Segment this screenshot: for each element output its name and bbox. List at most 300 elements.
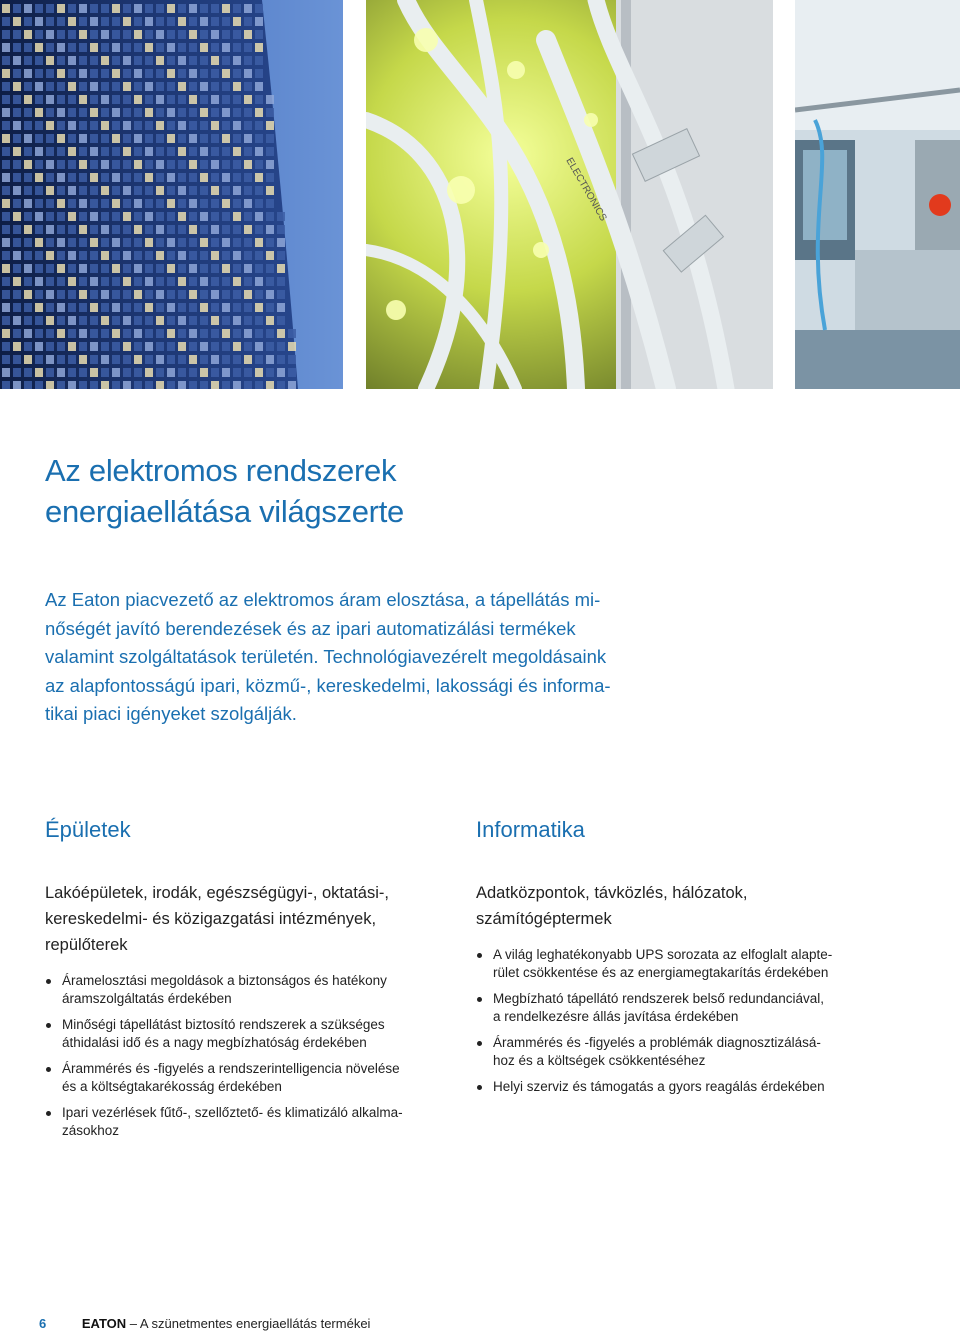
window-pane bbox=[24, 30, 32, 39]
window-pane bbox=[68, 381, 76, 389]
window-pane bbox=[255, 290, 263, 299]
window-pane bbox=[101, 290, 109, 299]
window-pane bbox=[134, 95, 142, 104]
window-pane bbox=[90, 199, 98, 208]
window-pane bbox=[178, 147, 186, 156]
window-pane bbox=[244, 69, 252, 78]
window-pane bbox=[145, 251, 153, 260]
window-pane bbox=[112, 134, 120, 143]
window-pane bbox=[178, 186, 186, 195]
window-pane bbox=[112, 355, 120, 364]
window-pane bbox=[101, 225, 109, 234]
window-pane bbox=[13, 251, 21, 260]
window-pane bbox=[112, 251, 120, 260]
window-pane bbox=[24, 95, 32, 104]
window-pane bbox=[57, 342, 65, 351]
window-pane bbox=[90, 69, 98, 78]
window-pane bbox=[24, 173, 32, 182]
window-pane bbox=[101, 56, 109, 65]
window-pane bbox=[46, 355, 54, 364]
it-heading: Informatika bbox=[476, 817, 585, 842]
window-pane bbox=[90, 316, 98, 325]
window-pane bbox=[24, 342, 32, 351]
window-pane bbox=[233, 108, 241, 117]
window-pane bbox=[178, 134, 186, 143]
window-pane bbox=[255, 17, 263, 26]
window-pane bbox=[200, 108, 208, 117]
window-pane bbox=[156, 134, 164, 143]
window-pane bbox=[112, 381, 120, 389]
intro-paragraph bbox=[45, 586, 685, 729]
window-pane bbox=[167, 342, 175, 351]
item-line: rület csökkentése és az energiamegtakarítás érdekében bbox=[493, 965, 829, 980]
window-pane bbox=[277, 264, 285, 273]
window-pane bbox=[222, 95, 230, 104]
window-pane bbox=[200, 264, 208, 273]
window-pane bbox=[211, 30, 219, 39]
window-pane bbox=[178, 290, 186, 299]
window-pane bbox=[189, 264, 197, 273]
it-section bbox=[476, 812, 896, 1104]
window-pane bbox=[134, 355, 142, 364]
window-pane bbox=[90, 43, 98, 52]
window-pane bbox=[2, 82, 10, 91]
window-pane bbox=[13, 69, 21, 78]
window-pane bbox=[222, 238, 230, 247]
window-pane bbox=[167, 212, 175, 221]
window-pane bbox=[178, 199, 186, 208]
buildings-list bbox=[45, 972, 455, 1140]
window-pane bbox=[156, 147, 164, 156]
window-pane bbox=[24, 381, 32, 389]
window-pane bbox=[244, 303, 252, 312]
window-pane bbox=[90, 264, 98, 273]
window-pane bbox=[123, 69, 131, 78]
window-pane bbox=[244, 56, 252, 65]
window-pane bbox=[189, 303, 197, 312]
window-pane bbox=[200, 121, 208, 130]
window-pane bbox=[156, 4, 164, 13]
window-pane bbox=[178, 342, 186, 351]
window-pane bbox=[255, 56, 263, 65]
item-line: Árammérés és -figyelés a rendszerintelligencia növelése bbox=[62, 1061, 400, 1076]
window-pane bbox=[2, 355, 10, 364]
window-pane bbox=[13, 134, 21, 143]
window-pane bbox=[244, 381, 252, 389]
window-pane bbox=[255, 355, 263, 364]
window-pane bbox=[266, 381, 274, 389]
window-pane bbox=[233, 251, 241, 260]
window-pane bbox=[189, 43, 197, 52]
window-pane bbox=[255, 368, 263, 377]
window-pane bbox=[167, 134, 175, 143]
window-pane bbox=[35, 381, 43, 389]
window-pane bbox=[68, 303, 76, 312]
window-pane bbox=[68, 316, 76, 325]
window-pane bbox=[266, 134, 274, 143]
window-pane bbox=[189, 173, 197, 182]
window-pane bbox=[266, 277, 274, 286]
window-pane bbox=[35, 134, 43, 143]
window-pane bbox=[200, 69, 208, 78]
window-pane bbox=[167, 56, 175, 65]
office-tower-photo bbox=[0, 0, 343, 389]
window-pane bbox=[233, 316, 241, 325]
window-pane bbox=[178, 43, 186, 52]
window-pane bbox=[145, 134, 153, 143]
it-lead bbox=[476, 880, 896, 932]
window-pane bbox=[134, 17, 142, 26]
item-line: Árammérés és -figyelés a problémák diagnosztizálásá- bbox=[493, 1035, 821, 1050]
window-pane bbox=[145, 368, 153, 377]
window-pane bbox=[57, 82, 65, 91]
window-pane bbox=[134, 199, 142, 208]
lead-line: kereskedelmi- és közigazgatási intézmények, bbox=[45, 910, 377, 928]
window-pane bbox=[101, 381, 109, 389]
window-pane bbox=[134, 290, 142, 299]
window-pane bbox=[189, 199, 197, 208]
window-pane bbox=[90, 134, 98, 143]
window-pane bbox=[68, 43, 76, 52]
window-pane bbox=[24, 186, 32, 195]
list-item bbox=[476, 1078, 896, 1096]
window-pane bbox=[233, 82, 241, 91]
window-pane bbox=[189, 134, 197, 143]
window-pane bbox=[178, 17, 186, 26]
window-pane bbox=[244, 238, 252, 247]
window-pane bbox=[233, 225, 241, 234]
window-pane bbox=[13, 173, 21, 182]
item-line: a rendelkezésre állás javítása érdekében bbox=[493, 1009, 739, 1024]
window-pane bbox=[57, 95, 65, 104]
window-pane bbox=[255, 212, 263, 221]
window-pane bbox=[57, 251, 65, 260]
window-pane bbox=[68, 69, 76, 78]
window-pane bbox=[68, 277, 76, 286]
window-pane bbox=[233, 95, 241, 104]
window-pane bbox=[211, 225, 219, 234]
window-pane bbox=[68, 225, 76, 234]
window-pane bbox=[101, 355, 109, 364]
window-pane bbox=[79, 147, 87, 156]
window-pane bbox=[134, 173, 142, 182]
window-pane bbox=[2, 225, 10, 234]
window-pane bbox=[90, 212, 98, 221]
window-pane bbox=[112, 264, 120, 273]
window-pane bbox=[35, 17, 43, 26]
window-pane bbox=[79, 225, 87, 234]
window-pane bbox=[266, 147, 274, 156]
window-pane bbox=[46, 17, 54, 26]
window-pane bbox=[178, 108, 186, 117]
window-pane bbox=[277, 277, 285, 286]
window-pane bbox=[233, 17, 241, 26]
window-pane bbox=[112, 30, 120, 39]
window-pane bbox=[101, 4, 109, 13]
window-pane bbox=[46, 30, 54, 39]
window-pane bbox=[13, 30, 21, 39]
window-pane bbox=[200, 4, 208, 13]
window-pane bbox=[13, 4, 21, 13]
window-pane bbox=[13, 238, 21, 247]
window-pane bbox=[189, 147, 197, 156]
window-pane bbox=[90, 290, 98, 299]
window-pane bbox=[255, 134, 263, 143]
window-pane bbox=[57, 290, 65, 299]
window-pane bbox=[200, 290, 208, 299]
window-pane bbox=[167, 121, 175, 130]
window-pane bbox=[266, 251, 274, 260]
page-footer bbox=[39, 1316, 370, 1331]
window-pane bbox=[123, 30, 131, 39]
window-pane bbox=[266, 121, 274, 130]
window-pane bbox=[123, 290, 131, 299]
item-line: Minőségi tápellátást biztosító rendszerek a szükséges bbox=[62, 1017, 385, 1032]
window-pane bbox=[156, 251, 164, 260]
window-pane bbox=[68, 342, 76, 351]
window-pane bbox=[134, 186, 142, 195]
window-pane bbox=[222, 147, 230, 156]
window-pane bbox=[211, 82, 219, 91]
cable-label: ELECTRONICS bbox=[563, 156, 609, 224]
window-pane bbox=[79, 199, 87, 208]
window-pane bbox=[277, 212, 285, 221]
window-pane bbox=[46, 134, 54, 143]
window-pane bbox=[255, 303, 263, 312]
window-pane bbox=[68, 199, 76, 208]
window-pane bbox=[90, 368, 98, 377]
window-pane bbox=[123, 56, 131, 65]
window-pane bbox=[13, 316, 21, 325]
window-pane bbox=[24, 56, 32, 65]
list-item bbox=[476, 946, 896, 982]
footer-text: – A szünetmentes energiaellátás termékei bbox=[129, 1316, 371, 1331]
window-pane bbox=[277, 329, 285, 338]
window-pane bbox=[277, 290, 285, 299]
window-pane bbox=[244, 199, 252, 208]
window-pane bbox=[68, 134, 76, 143]
window-pane bbox=[2, 43, 10, 52]
window-pane bbox=[189, 355, 197, 364]
window-pane bbox=[134, 30, 142, 39]
window-pane bbox=[13, 147, 21, 156]
window-pane bbox=[200, 43, 208, 52]
window-pane bbox=[222, 30, 230, 39]
window-pane bbox=[13, 368, 21, 377]
window-pane bbox=[167, 368, 175, 377]
window-pane bbox=[233, 199, 241, 208]
window-pane bbox=[178, 30, 186, 39]
window-pane bbox=[101, 316, 109, 325]
window-pane bbox=[145, 121, 153, 130]
item-line: zásokhoz bbox=[62, 1123, 120, 1138]
window-pane bbox=[178, 95, 186, 104]
window-pane bbox=[123, 277, 131, 286]
window-pane bbox=[178, 238, 186, 247]
window-pane bbox=[112, 368, 120, 377]
window-pane bbox=[46, 277, 54, 286]
window-pane bbox=[233, 147, 241, 156]
window-pane bbox=[24, 212, 32, 221]
window-pane bbox=[211, 303, 219, 312]
window-pane bbox=[13, 17, 21, 26]
window-pane bbox=[112, 147, 120, 156]
window-pane bbox=[123, 212, 131, 221]
window-pane bbox=[266, 225, 274, 234]
window-pane bbox=[35, 329, 43, 338]
window-pane bbox=[211, 95, 219, 104]
window-pane bbox=[211, 147, 219, 156]
window-pane bbox=[200, 173, 208, 182]
window-pane bbox=[156, 290, 164, 299]
window-pane bbox=[266, 199, 274, 208]
window-pane bbox=[156, 381, 164, 389]
window-pane bbox=[2, 121, 10, 130]
window-pane bbox=[233, 381, 241, 389]
window-pane bbox=[211, 43, 219, 52]
window-pane bbox=[288, 368, 296, 377]
window-pane bbox=[244, 264, 252, 273]
window-pane bbox=[13, 43, 21, 52]
window-pane bbox=[222, 43, 230, 52]
window-pane bbox=[167, 147, 175, 156]
window-pane bbox=[233, 212, 241, 221]
window-pane bbox=[68, 238, 76, 247]
window-pane bbox=[46, 225, 54, 234]
window-pane bbox=[2, 316, 10, 325]
window-pane bbox=[134, 160, 142, 169]
window-pane bbox=[134, 251, 142, 260]
window-pane bbox=[13, 264, 21, 273]
window-pane bbox=[156, 30, 164, 39]
window-pane bbox=[156, 225, 164, 234]
window-pane bbox=[145, 264, 153, 273]
window-pane bbox=[266, 186, 274, 195]
window-pane bbox=[244, 225, 252, 234]
window-pane bbox=[178, 212, 186, 221]
window-pane bbox=[24, 316, 32, 325]
window-pane bbox=[13, 186, 21, 195]
window-pane bbox=[255, 147, 263, 156]
window-pane bbox=[57, 212, 65, 221]
industrial-machine-image bbox=[795, 0, 960, 389]
window-pane bbox=[255, 4, 263, 13]
window-pane bbox=[46, 69, 54, 78]
window-pane bbox=[178, 225, 186, 234]
window-pane bbox=[189, 186, 197, 195]
window-pane bbox=[200, 368, 208, 377]
window-pane bbox=[145, 290, 153, 299]
window-pane bbox=[134, 134, 142, 143]
window-pane bbox=[167, 108, 175, 117]
window-pane bbox=[101, 186, 109, 195]
window-pane bbox=[189, 290, 197, 299]
window-pane bbox=[13, 329, 21, 338]
window-pane bbox=[101, 264, 109, 273]
window-pane bbox=[90, 160, 98, 169]
intro-line: nőségét javító berendezések és az ipari automatizálási termékek bbox=[45, 617, 576, 639]
window-pane bbox=[244, 160, 252, 169]
window-pane bbox=[57, 108, 65, 117]
window-pane bbox=[2, 381, 10, 389]
window-pane bbox=[145, 355, 153, 364]
window-pane bbox=[178, 303, 186, 312]
item-line: Áramelosztási megoldások a biztonságos és hatékony bbox=[62, 973, 387, 988]
window-pane bbox=[134, 381, 142, 389]
window-pane bbox=[24, 277, 32, 286]
window-pane bbox=[2, 173, 10, 182]
window-pane bbox=[244, 17, 252, 26]
window-pane bbox=[189, 56, 197, 65]
window-pane bbox=[46, 56, 54, 65]
window-pane bbox=[112, 238, 120, 247]
window-pane bbox=[134, 316, 142, 325]
window-pane bbox=[35, 316, 43, 325]
window-pane bbox=[244, 329, 252, 338]
window-pane bbox=[24, 355, 32, 364]
window-pane bbox=[211, 4, 219, 13]
window-pane bbox=[189, 381, 197, 389]
window-pane bbox=[145, 30, 153, 39]
window-pane bbox=[222, 186, 230, 195]
window-pane bbox=[46, 290, 54, 299]
window-pane bbox=[167, 17, 175, 26]
window-pane bbox=[156, 316, 164, 325]
it-list bbox=[476, 946, 896, 1096]
window-pane bbox=[233, 173, 241, 182]
window-pane bbox=[255, 264, 263, 273]
window-pane bbox=[13, 199, 21, 208]
window-pane bbox=[24, 329, 32, 338]
window-pane bbox=[112, 108, 120, 117]
window-pane bbox=[277, 238, 285, 247]
window-pane bbox=[156, 69, 164, 78]
window-pane bbox=[46, 199, 54, 208]
window-pane bbox=[255, 277, 263, 286]
window-pane bbox=[24, 238, 32, 247]
window-pane bbox=[145, 342, 153, 351]
window-pane bbox=[167, 264, 175, 273]
window-pane bbox=[167, 355, 175, 364]
window-pane bbox=[90, 342, 98, 351]
item-line: Ipari vezérlések fűtő-, szellőztető- és klimatizáló alkalma- bbox=[62, 1105, 403, 1120]
window-pane bbox=[178, 368, 186, 377]
window-pane bbox=[101, 251, 109, 260]
window-pane bbox=[233, 121, 241, 130]
window-pane bbox=[2, 108, 10, 117]
window-pane bbox=[35, 342, 43, 351]
window-pane bbox=[2, 4, 10, 13]
window-pane bbox=[46, 4, 54, 13]
window-pane bbox=[167, 303, 175, 312]
window-pane bbox=[233, 4, 241, 13]
window-pane bbox=[35, 121, 43, 130]
window-pane bbox=[13, 355, 21, 364]
window-pane bbox=[13, 290, 21, 299]
window-pane bbox=[68, 212, 76, 221]
window-pane bbox=[211, 264, 219, 273]
window-pane bbox=[79, 238, 87, 247]
window-pane bbox=[24, 368, 32, 377]
window-pane bbox=[79, 303, 87, 312]
window-pane bbox=[189, 277, 197, 286]
window-pane bbox=[145, 108, 153, 117]
window-pane bbox=[90, 329, 98, 338]
window-pane bbox=[101, 134, 109, 143]
window-pane bbox=[24, 290, 32, 299]
window-pane bbox=[2, 290, 10, 299]
window-pane bbox=[244, 342, 252, 351]
